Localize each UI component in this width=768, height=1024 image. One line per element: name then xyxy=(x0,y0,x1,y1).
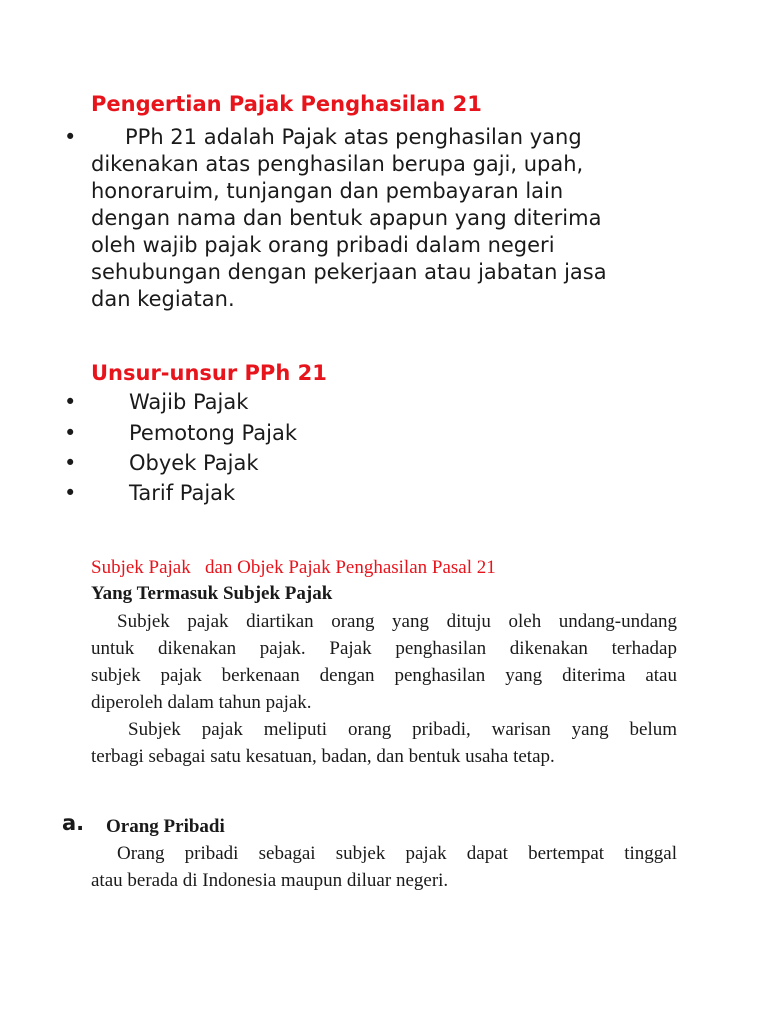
section-heading-unsur: Unsur-unsur PPh 21 xyxy=(91,361,327,385)
subheading-orang-pribadi: Orang Pribadi xyxy=(106,816,225,837)
pengertian-line-6: sehubungan dengan pekerjaan atau jabatan jasa xyxy=(91,260,607,284)
para1-line-3: subjek pajak berkenaan dengan penghasilan yang diterima atau xyxy=(91,665,677,686)
list-item-label: Wajib Pajak xyxy=(129,390,249,414)
bullet-dot: • xyxy=(64,481,77,505)
para1-line-2: untuk dikenakan pajak. Pajak penghasilan dikenakan terhadap xyxy=(91,638,677,659)
list-item-label: Obyek Pajak xyxy=(129,451,259,475)
bullet-dot: • xyxy=(64,421,77,445)
list-item-label: Pemotong Pajak xyxy=(129,421,297,445)
paragraph-orang-pribadi xyxy=(91,840,677,894)
para2-line-2: terbagi sebagai satu kesatuan, badan, dan bentuk usaha tetap. xyxy=(91,746,555,767)
pengertian-line-1: PPh 21 adalah Pajak atas penghasilan yang xyxy=(125,125,582,149)
list-item-label: Tarif Pajak xyxy=(129,481,236,505)
bullet-dot: • xyxy=(64,451,77,475)
section-heading-pengertian: Pengertian Pajak Penghasilan 21 xyxy=(91,92,482,116)
para2-line-1: Subjek pajak meliputi orang pribadi, warisan yang belum xyxy=(128,719,677,740)
subheading-subjek-pajak: Yang Termasuk Subjek Pajak xyxy=(91,583,333,604)
para1-line-1: Subjek pajak diartikan orang yang dituju oleh undang-undang xyxy=(117,611,677,632)
pengertian-line-3: honoraruim, tunjangan dan pembayaran lain xyxy=(91,179,564,203)
bullet-dot: • xyxy=(64,125,77,149)
paragraph-subjek-2 xyxy=(91,716,677,770)
orang-pribadi-line-2: atau berada di Indonesia maupun diluar negeri. xyxy=(91,870,449,891)
bullet-dot: • xyxy=(64,390,77,414)
pengertian-line-7: dan kegiatan. xyxy=(91,287,235,311)
pengertian-line-2: dikenakan atas penghasilan berupa gaji, upah, xyxy=(91,152,584,176)
pengertian-line-5: oleh wajib pajak orang pribadi dalam negeri xyxy=(91,233,555,257)
orang-pribadi-line-1: Orang pribadi sebagai subjek pajak dapat bertempat tinggal xyxy=(117,843,677,864)
section-heading-subjek-objek: Subjek Pajak dan Objek Pajak Penghasilan Pasal 21 xyxy=(91,557,496,578)
pengertian-line-4: dengan nama dan bentuk apapun yang diterima xyxy=(91,206,602,230)
list-marker-a: a. xyxy=(62,811,85,835)
para1-line-4: diperoleh dalam tahun pajak. xyxy=(91,692,312,713)
paragraph-subjek-1 xyxy=(91,608,677,716)
